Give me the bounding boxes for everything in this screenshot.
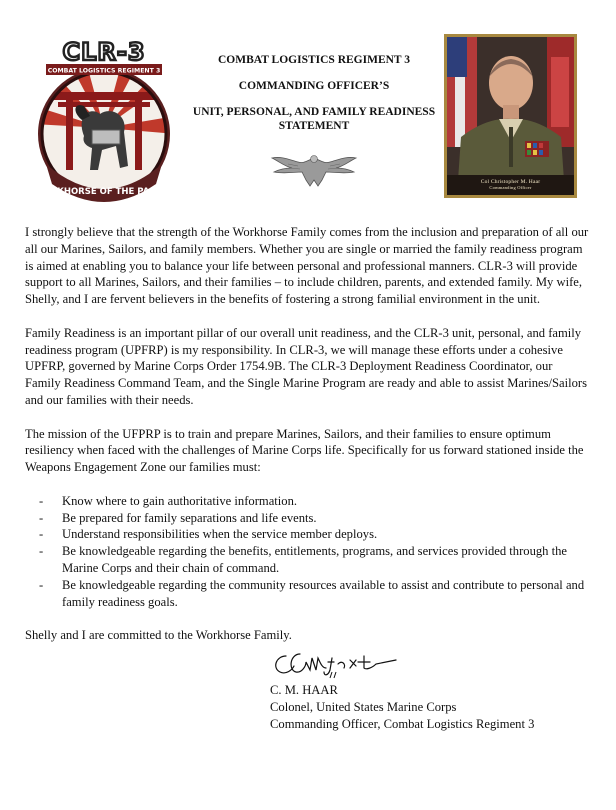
signatory-name: C. M. HAAR [270, 683, 338, 697]
paragraph-2: Family Readiness is an important pillar of our overall unit readiness, and the CLR-3 unit, personal, and family readiness program (UPFRP) is my responsibility. In CLR-3, we will manage these efforts under a cohesive UPFRP, governed by Marine Corps Order 1754.9B. The CLR-3 Deployment Readiness Coordinator, our Family Readiness Command Team, and the Single Marine Program are ready and able to assist Marines/Sailors and our families with their needs. [25, 325, 587, 407]
logo-banner: COMBAT LOGISTICS REGIMENT 3 [47, 67, 161, 75]
bullet-dash: - [39, 577, 44, 592]
header-line-2: COMMANDING OFFICER’S [238, 80, 390, 92]
header-line-3: UNIT, PERSONAL, AND FAMILY READINESS STATEMENT [192, 106, 436, 132]
eagle-insignia-icon [268, 150, 360, 190]
logo-motto: WORKHORSE OF THE PACIFIC [34, 187, 174, 197]
list-item: - Understand responsibilities when the service member deploys. [39, 527, 378, 542]
bullet-dash: - [39, 544, 44, 559]
signatory-rank: Colonel, United States Marine Corps [270, 699, 457, 714]
list-item: - Be knowledgeable regarding the community resources available to assist and contribute to personal and family readiness goals. [39, 577, 585, 609]
commander-portrait [444, 34, 577, 198]
portrait-image [447, 37, 574, 195]
bullet-dash: - [39, 510, 44, 525]
header-block [185, 53, 443, 133]
logo-letters: CLR-3 [62, 38, 146, 66]
portrait-caption-name: Col Christopher M. Haar [480, 179, 541, 185]
portrait-caption-title: Commanding Officer [489, 185, 532, 190]
handwritten-signature [270, 646, 410, 680]
signatory-position: Commanding Officer, Combat Logistics Regiment 3 [270, 716, 535, 731]
bullet-dash: - [39, 527, 44, 542]
paragraph-1: I strongly believe that the strength of the Workhorse Family comes from the inclusion and preparation of all our all our Marines, Sailors, and family members. Whether you are single or married the family readiness program is aimed at enabling you to balance your life between personal and professional manners. CLR-3 will provide support to all Marines, Sailors, and their families – to include children, parents, and extended family. My wife, Shelly, and I are fervent believers in the benefits of fostering a strong familial environment in the unit. [25, 225, 589, 307]
statement-body [25, 224, 590, 661]
header-line-1: COMBAT LOGISTICS REGIMENT 3 [217, 54, 411, 66]
closing-line: Shelly and I are committed to the Workhorse Family. [25, 628, 292, 643]
list-item: - Know where to gain authoritative information. [39, 493, 298, 508]
signature-block [270, 646, 590, 732]
portrait-caption [447, 179, 574, 191]
list-item: - Be prepared for family separations and life events. [39, 510, 317, 525]
readiness-list [25, 493, 590, 611]
clr3-logo [24, 36, 182, 204]
paragraph-3: The mission of the UFPRP is to train and prepare Marines, Sailors, and their families to ensure optimum resiliency when faced with the challenges of Marine Corps life. Specifically for us forward stationed inside the Weapons Engagement Zone our families must: [25, 426, 584, 475]
bullet-dash: - [39, 493, 44, 508]
list-item: - Be knowledgeable regarding the benefits, entitlements, programs, and services provided through the Marine Corps and their chain of command. [39, 544, 567, 575]
